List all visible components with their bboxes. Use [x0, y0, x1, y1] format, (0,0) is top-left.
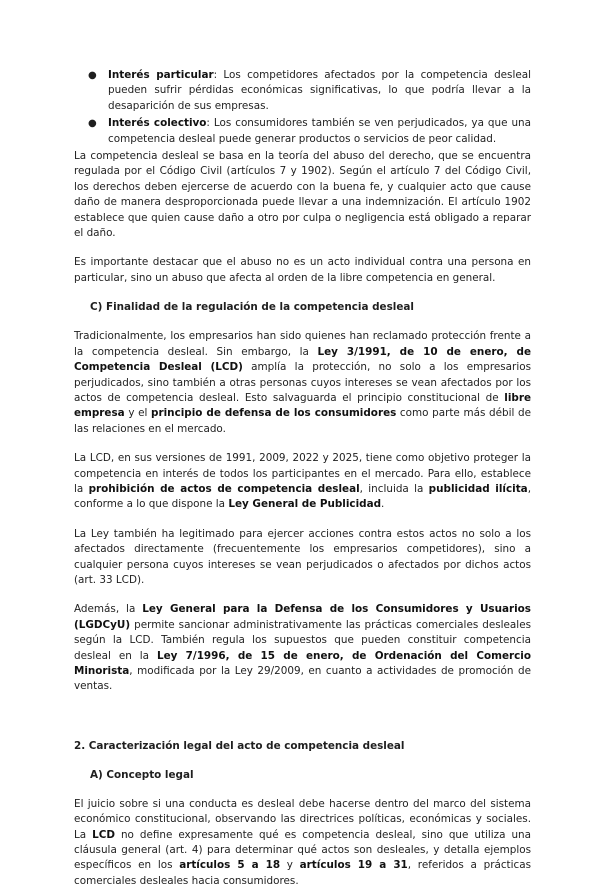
paragraph-lcd-versiones: La LCD, en sus versiones de 1991, 2009, 2022 y 2025, tiene como objetivo proteger la competencia en interés de todos los participantes en el mercado. Para ello, establece la prohibición de actos de competencia desleal, incluida la publicidad ilícita, conforme a lo que dispone la Ley General de Publicidad. [74, 452, 531, 511]
bullet-term: Interés particular [108, 69, 214, 81]
bullet-icon: ● [88, 70, 97, 81]
paragraph-tradicionalmente: Tradicionalmente, los empresarios han sido quienes han reclamado protección frente a la competencia desleal. Sin embargo, la Ley 3/1991, de 10 de enero, de Competencia Desleal (LCD) amplía la protección, no solo a los empresarios perjudicados, sino también a otras personas cuyos intereses se vean afectados por los actos de competencia desleal. Esto salvaguarda el principio constitucional de libre empresa y el principio de defensa de los consumidores como parte más débil de las relaciones en el mercado. [74, 330, 531, 435]
section-heading-2: 2. Caracterización legal del acto de competencia desleal [74, 739, 405, 752]
list-item [74, 68, 531, 114]
paragraph-lgdcyu: Además, la Ley General para la Defensa de los Consumidores y Usuarios (LGDCyU) permite sancionar administrativamente las prácticas comerciales desleales según la LCD. También regula los supuestos que pueden constituir competencia desleal en la Ley 7/1996, de 15 de enero, de Ordenación del Comercio Minorista, modificada por la Ley 29/2009, en cuanto a actividades de promoción de ventas. [74, 603, 531, 693]
bullet-icon: ● [88, 118, 97, 130]
paragraph-abuso-orden: Es importante destacar que el abuso no es un acto individual contra una persona en particular, sino un abuso que afecta al orden de la libre competencia en general. [74, 256, 531, 284]
section-heading-a: A) Concepto legal [90, 768, 194, 781]
bullet-text: : Los consumidores también se ven perjudicados, ya que una competencia desleal puede generar productos o servicios de peor calidad. [108, 117, 531, 145]
interest-list [74, 68, 531, 147]
document-body [74, 68, 531, 889]
list-item [74, 116, 531, 147]
bullet-term: Interés colectivo [108, 117, 207, 130]
paragraph-abuso-derecho: La competencia desleal se basa en la teoría del abuso del derecho, que se encuentra regulada por el Código Civil (artículos 7 y 1902). Según el artículo 7 del Código Civil, los derechos deben ejercerse de acuerdo con la buena fe, y cualquier acto que cause daño de manera desproporcionada puede llevar a una indemnización. El artículo 1902 establece que quien cause daño a otro por culpa o negligencia está obligado a reparar el daño. [74, 150, 531, 240]
paragraph-legitimacion: La Ley también ha legitimado para ejercer acciones contra estos actos no solo a los afectados directamente (frecuentemente los empresarios competidores), sino a cualquier persona cuyos intereses se vean perjudicados o afectados por dichos actos (art. 33 LCD). [74, 527, 531, 586]
paragraph-concepto-legal: El juicio sobre si una conducta es desleal debe hacerse dentro del marco del sistema económico constitucional, observando las directrices políticas, económicas y sociales. La LCD no define expresamente qué es competencia desleal, sino que utiliza una cláusula general (art. 4) para determinar qué actos son desleales, y detalla ejemplos específicos en los artículos 5 a 18 y artículos 19 a 31, referidos a prácticas comerciales desleales hacia consumidores. [74, 797, 532, 887]
bullet-text: : Los competidores afectados por la competencia desleal pueden sufrir pérdidas económicas significativas, lo que podría llevar a la desaparición de sus empresas. [108, 69, 532, 112]
section-heading-c: C) Finalidad de la regulación de la competencia desleal [90, 301, 414, 314]
